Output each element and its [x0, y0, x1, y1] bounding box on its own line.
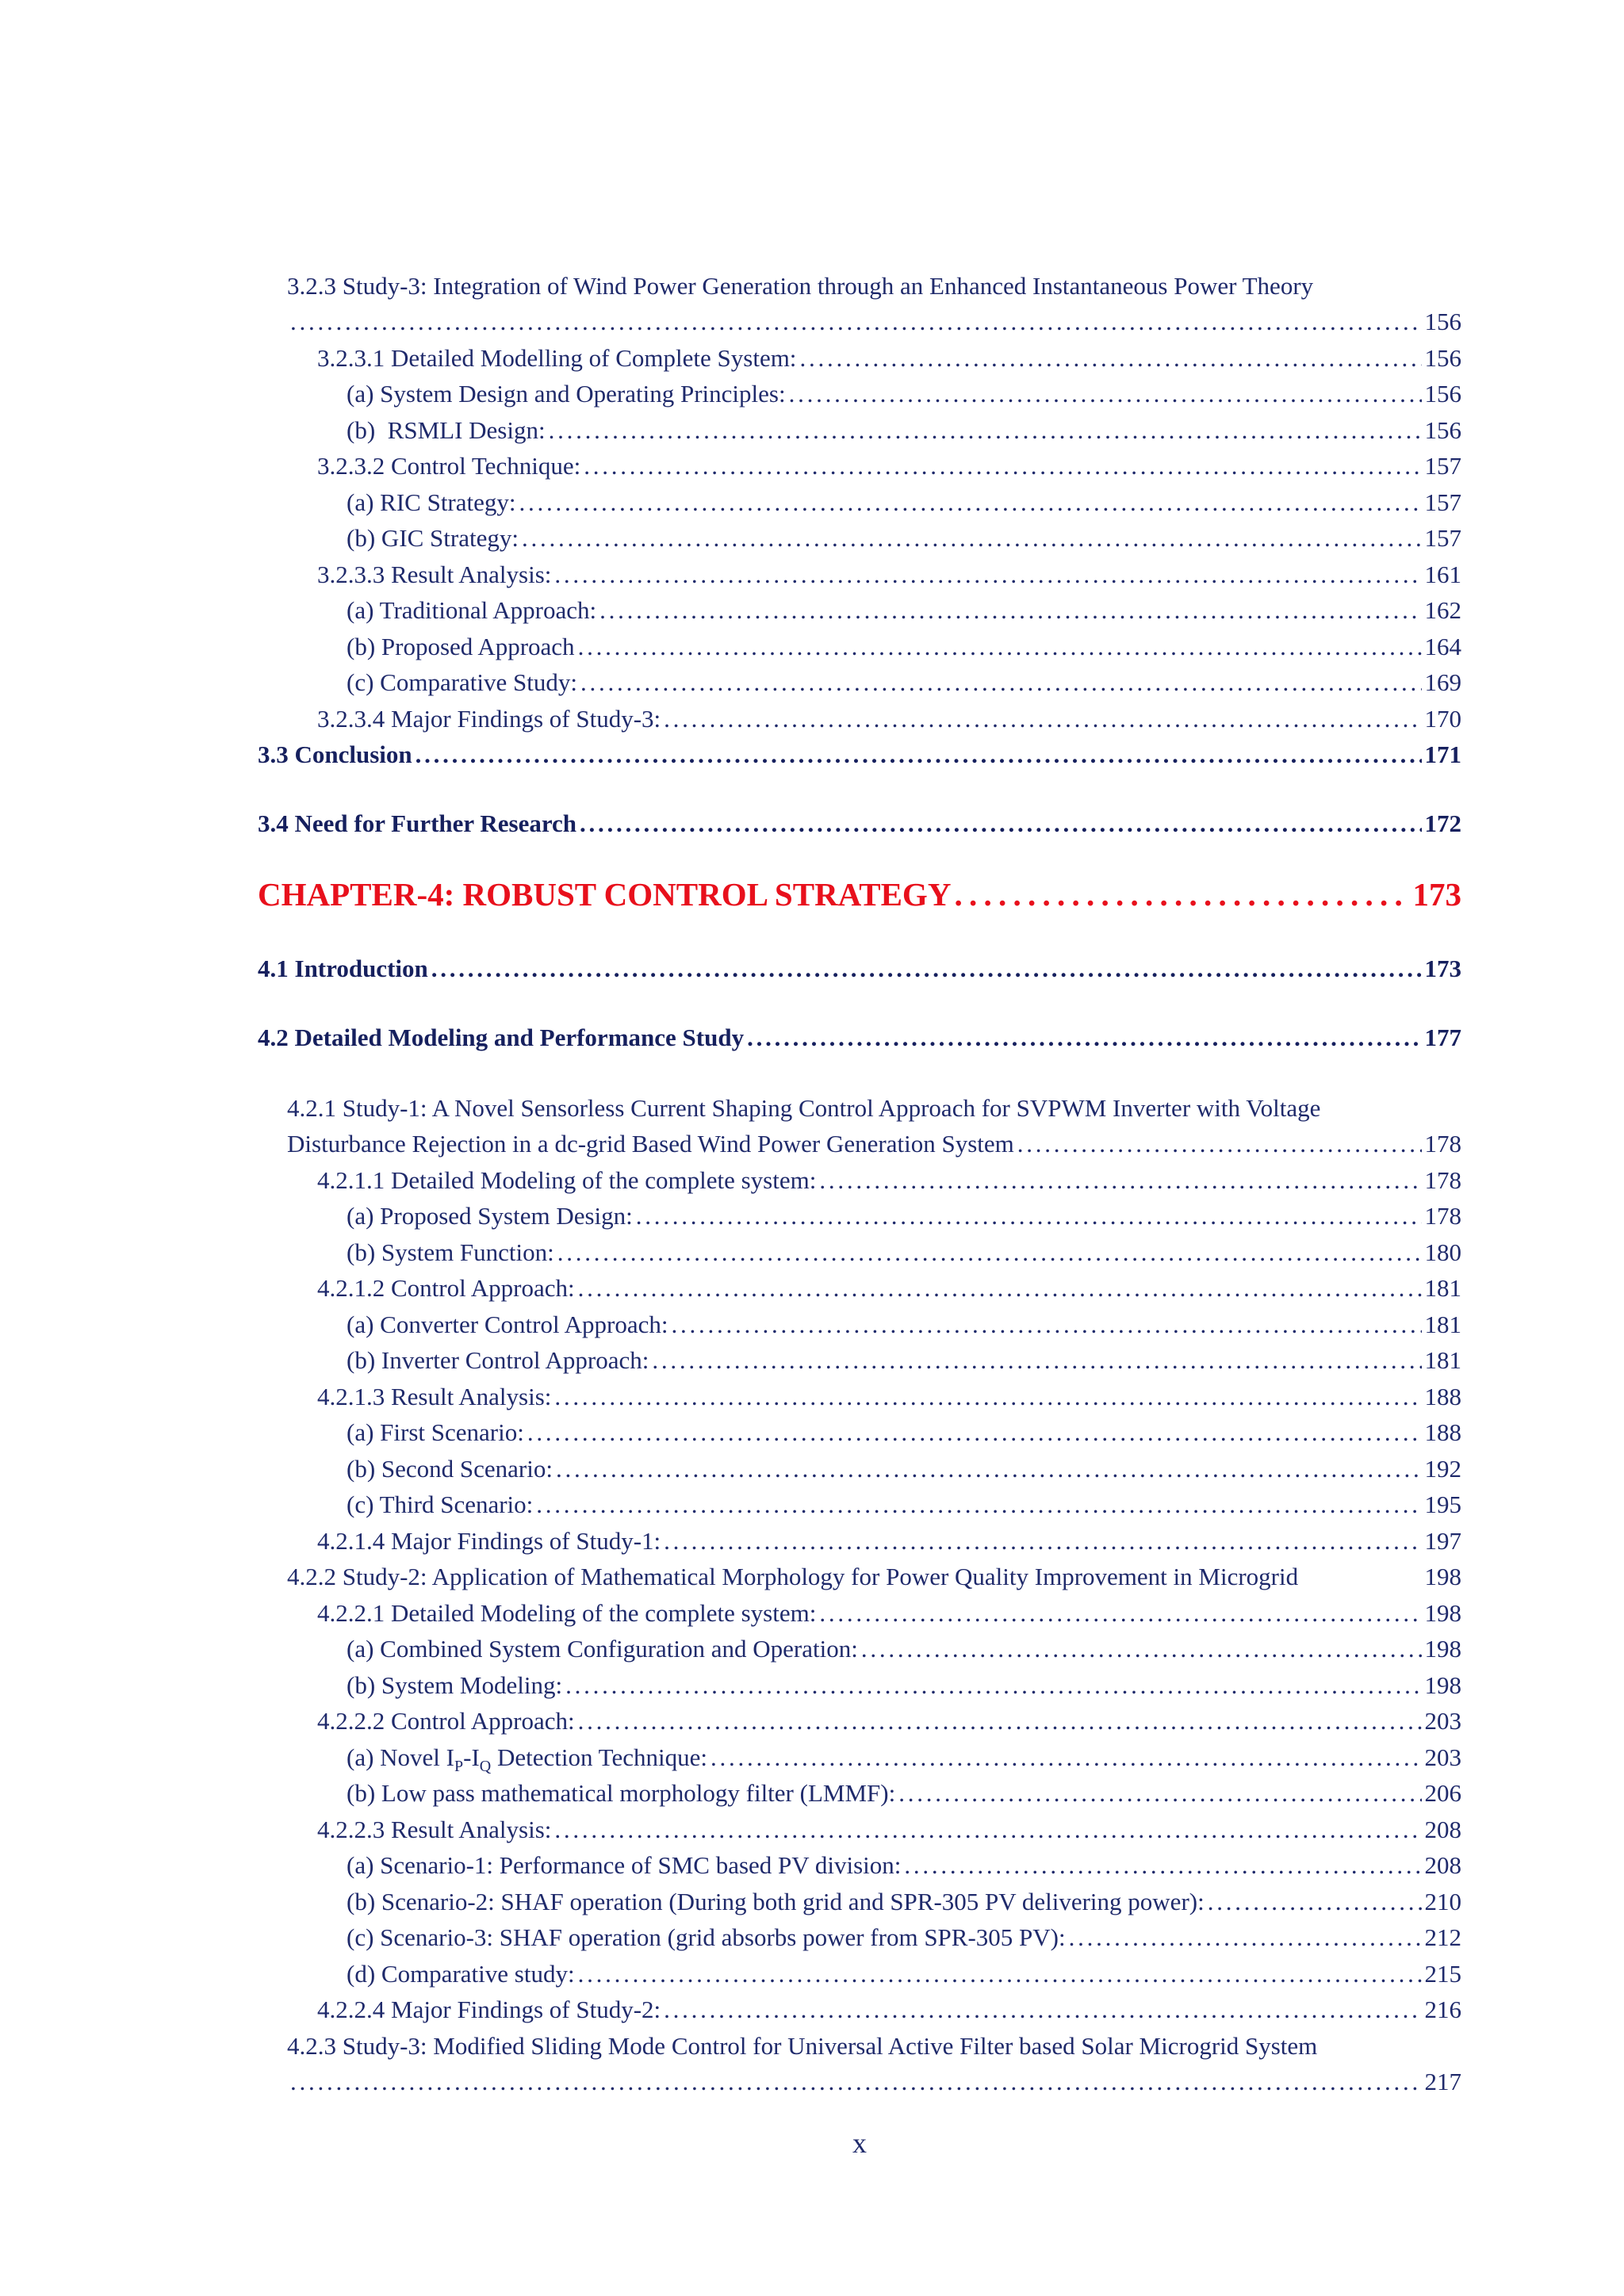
- toc-page-number: 206: [1424, 1779, 1461, 1807]
- toc-page-number: 181: [1424, 1311, 1461, 1338]
- toc-entry-title: 4.2.2 Study-2: Application of Mathematical Morphology for Power Quality Improvement in Microgrid: [287, 1563, 1299, 1590]
- dot-leader: [599, 596, 1421, 625]
- toc-page-number: 169: [1424, 668, 1461, 696]
- toc-entry-title: 4.1 Introduction: [258, 955, 428, 982]
- toc-entry[interactable]: [287, 1130, 1461, 1158]
- toc-entry-title: (a) Novel $I_P-I_Q$ Detection Technique:: [347, 1743, 707, 1776]
- toc-entry[interactable]: [347, 1851, 1461, 1880]
- toc-page-number: 157: [1424, 488, 1461, 516]
- toc-entry-title: 4.2.3 Study-3: Modified Sliding Mode Control for Universal Active Filter based Solar Microgrid System: [287, 2032, 1318, 2060]
- toc-entry[interactable]: [347, 524, 1461, 553]
- toc-entry-title: CHAPTER-4: ROBUST CONTROL STRATEGY: [258, 876, 952, 913]
- toc-page-number: 156: [1424, 380, 1461, 408]
- dot-leader: [554, 1816, 1421, 1844]
- toc-page-number: 212: [1424, 1923, 1461, 1951]
- toc-entry-title: (b) Low pass mathematical morphology filter (LMMF):: [347, 1779, 896, 1807]
- dot-leader: [789, 380, 1422, 408]
- dot-leader: [557, 1238, 1422, 1267]
- toc-entry-title: 3.2.3.3 Result Analysis:: [317, 561, 552, 588]
- dot-leader: [664, 1996, 1421, 2024]
- toc-entry-title: (c) Comparative Study:: [347, 668, 577, 696]
- toc-entry-title: 4.2.1.4 Major Findings of Study-1:: [317, 1527, 661, 1555]
- dot-leader: [522, 524, 1422, 553]
- toc-entry-title: (a) RIC Strategy:: [347, 488, 516, 516]
- toc-page-number: 173: [1412, 876, 1461, 913]
- toc-entry[interactable]: [347, 1743, 1461, 1776]
- toc-entry[interactable]: [317, 1274, 1461, 1303]
- toc-entry-title: (b) Scenario-2: SHAF operation (During both grid and SPR-305 PV delivering power):: [347, 1888, 1205, 1915]
- toc-entry[interactable]: [347, 1888, 1461, 1916]
- dot-leader: [954, 875, 1409, 913]
- toc-entry[interactable]: [317, 1707, 1461, 1735]
- toc-page-number: 157: [1424, 524, 1461, 552]
- toc-entry[interactable]: [347, 668, 1461, 697]
- toc-entry[interactable]: [347, 633, 1461, 661]
- toc-page-number: 161: [1424, 561, 1461, 588]
- toc-entry-title: 3.4 Need for Further Research: [258, 809, 577, 837]
- toc-page-number: 164: [1424, 633, 1461, 660]
- dot-leader: [799, 344, 1421, 373]
- dot-leader: [1017, 1130, 1422, 1158]
- dot-leader: [290, 308, 1422, 336]
- toc-page-number: 173: [1424, 955, 1461, 982]
- toc-page-number: 217: [1424, 2068, 1461, 2095]
- toc-entry[interactable]: [317, 1166, 1461, 1195]
- dot-leader: [527, 1418, 1422, 1447]
- toc-page-number: 157: [1424, 452, 1461, 480]
- toc-entry-chapter[interactable]: [258, 875, 1461, 913]
- dot-leader: [556, 1455, 1422, 1483]
- toc-entry-title: (a) System Design and Operating Principles:: [347, 380, 786, 408]
- toc-entry-title: (b) System Modeling:: [347, 1671, 563, 1699]
- toc-entry[interactable]: [347, 1455, 1461, 1483]
- dot-leader: [671, 1311, 1421, 1339]
- dot-leader: [578, 1707, 1422, 1735]
- toc-entry[interactable]: [317, 1527, 1461, 1556]
- toc-entry[interactable]: [317, 561, 1461, 589]
- toc-entry[interactable]: [317, 1599, 1461, 1628]
- dot-leader: [554, 561, 1421, 589]
- toc-entry-title: 4.2 Detailed Modeling and Performance Study: [258, 1024, 745, 1051]
- toc-entry-title: 4.2.2.1 Detailed Modeling of the complete system:: [317, 1599, 817, 1627]
- toc-entry-title: (d) Comparative study:: [347, 1960, 575, 1988]
- toc-page-number: 208: [1424, 1851, 1461, 1879]
- toc-entry[interactable]: [347, 1490, 1461, 1519]
- dot-leader: [1208, 1888, 1422, 1916]
- toc-entry-title: 4.2.2.4 Major Findings of Study-2:: [317, 1996, 661, 2023]
- toc-page-number: 203: [1424, 1707, 1461, 1735]
- dot-leader: [898, 1779, 1421, 1808]
- toc-entry[interactable]: [287, 1563, 1461, 1591]
- toc-page-number: 203: [1424, 1743, 1461, 1771]
- toc-page-number: 178: [1424, 1130, 1461, 1158]
- toc-page-number: 188: [1424, 1418, 1461, 1446]
- page-number-footer: x: [852, 2127, 867, 2159]
- toc-page-number: 178: [1424, 1166, 1461, 1194]
- dot-leader: [565, 1671, 1421, 1700]
- toc-entry-title: (a) First Scenario:: [347, 1418, 524, 1446]
- toc-entry-title: 4.2.1.3 Result Analysis:: [317, 1383, 552, 1410]
- toc-page-number: 197: [1424, 1527, 1461, 1555]
- dot-leader: [861, 1635, 1422, 1663]
- toc-entry-title: 3.2.3.4 Major Findings of Study-3:: [317, 705, 661, 733]
- toc-entry-title: (b) GIC Strategy:: [347, 524, 519, 552]
- toc-page-number: 198: [1424, 1635, 1461, 1663]
- toc-page-number: 210: [1424, 1888, 1461, 1915]
- toc-page-number: 181: [1424, 1274, 1461, 1302]
- dot-leader: [519, 488, 1422, 517]
- toc-entry[interactable]: [347, 1960, 1461, 1988]
- toc-page-number: 195: [1424, 1490, 1461, 1518]
- toc-entry[interactable]: [317, 1816, 1461, 1844]
- toc-entry-section[interactable]: [258, 740, 1461, 769]
- toc-page-number: 162: [1424, 596, 1461, 624]
- dot-leader: [536, 1490, 1421, 1519]
- toc-entry-title: (b) RSMLI Design:: [347, 416, 546, 444]
- toc-entry-title: 4.2.1.2 Control Approach:: [317, 1274, 575, 1302]
- toc-entry[interactable]: [347, 1635, 1461, 1663]
- toc-entry-title: 4.2.1.1 Detailed Modeling of the complete system:: [317, 1166, 817, 1194]
- toc-entry[interactable]: [317, 344, 1461, 373]
- dot-leader: [664, 1527, 1421, 1556]
- toc-entry-section[interactable]: [258, 809, 1461, 838]
- dot-leader: [549, 416, 1422, 445]
- toc-entry[interactable]: [317, 705, 1461, 733]
- toc-entry-title: (b) System Function:: [347, 1238, 554, 1266]
- toc-page-number: 192: [1424, 1455, 1461, 1483]
- toc-page-number: 156: [1424, 344, 1461, 372]
- toc-entry[interactable]: [347, 1311, 1461, 1339]
- toc-entry[interactable]: [347, 1238, 1461, 1267]
- toc-page-number: 156: [1424, 308, 1461, 335]
- toc-entry[interactable]: [287, 308, 1461, 336]
- toc-entry[interactable]: [347, 1202, 1461, 1230]
- toc-entry-title: (a) Combined System Configuration and Operation:: [347, 1635, 858, 1663]
- toc-entry[interactable]: [317, 452, 1461, 480]
- dot-leader: [1069, 1923, 1422, 1952]
- toc-entry-title: 3.3 Conclusion: [258, 740, 412, 768]
- dot-leader: [578, 1274, 1422, 1303]
- toc-page-number: 208: [1424, 1816, 1461, 1843]
- toc-entry[interactable]: [347, 1418, 1461, 1447]
- toc-page-number: 170: [1424, 705, 1461, 733]
- dot-leader: [652, 1346, 1421, 1375]
- dot-leader: [636, 1202, 1422, 1230]
- toc-page-number: 215: [1424, 1960, 1461, 1988]
- toc-entry[interactable]: [347, 380, 1461, 408]
- dot-leader: [819, 1166, 1421, 1195]
- toc-entry-title: (b) Second Scenario:: [347, 1455, 553, 1483]
- toc-page-number: 198: [1424, 1563, 1461, 1590]
- dot-leader: [580, 809, 1421, 838]
- dot-leader: [747, 1024, 1421, 1052]
- toc-entry[interactable]: [287, 2068, 1461, 2096]
- dot-leader: [580, 668, 1422, 697]
- toc-entry-title: 4.2.1 Study-1: A Novel Sensorless Current Shaping Control Approach for SVPWM Inverter with Voltage: [287, 1094, 1321, 1122]
- toc-entry[interactable]: [317, 1383, 1461, 1411]
- dot-leader: [904, 1851, 1421, 1880]
- toc-page-number: 198: [1424, 1671, 1461, 1699]
- toc-entry[interactable]: [347, 1671, 1461, 1700]
- toc-page-number: 180: [1424, 1238, 1461, 1266]
- dot-leader: [554, 1383, 1421, 1411]
- toc-entry[interactable]: [347, 1346, 1461, 1375]
- toc-entry-section[interactable]: [258, 1024, 1461, 1052]
- dot-leader: [819, 1599, 1421, 1628]
- dot-leader: [578, 633, 1422, 661]
- toc-entry[interactable]: [347, 596, 1461, 625]
- toc-entry[interactable]: [317, 1996, 1461, 2024]
- dot-leader: [664, 705, 1421, 733]
- toc-entry-title: (c) Scenario-3: SHAF operation (grid absorbs power from SPR-305 PV):: [347, 1923, 1066, 1951]
- toc-page-number: 216: [1424, 1996, 1461, 2023]
- toc-page-number: 156: [1424, 416, 1461, 444]
- toc-entry-title-continuation: Disturbance Rejection in a dc-grid Based Wind Power Generation System: [287, 1130, 1014, 1158]
- toc-entry-title: 3.2.3.1 Detailed Modelling of Complete System:: [317, 344, 797, 372]
- toc-entry-title: 3.2.3.2 Control Technique:: [317, 452, 581, 480]
- toc-entry-title: (b) Inverter Control Approach:: [347, 1346, 649, 1374]
- toc-page-number: 198: [1424, 1599, 1461, 1627]
- toc-page-number: 178: [1424, 1202, 1461, 1230]
- dot-leader: [578, 1960, 1422, 1988]
- dot-leader: [290, 2068, 1422, 2096]
- toc-entry-title: (a) Traditional Approach:: [347, 596, 597, 624]
- toc-entry-title: 4.2.2.2 Control Approach:: [317, 1707, 575, 1735]
- toc-entry-title: (c) Third Scenario:: [347, 1490, 534, 1518]
- dot-leader: [710, 1743, 1422, 1772]
- dot-leader: [431, 955, 1422, 983]
- toc-page-number: 188: [1424, 1383, 1461, 1410]
- toc-entry-title: (a) Proposed System Design:: [347, 1202, 633, 1230]
- toc-page-number: 172: [1424, 809, 1461, 837]
- toc-entry-title: 3.2.3 Study-3: Integration of Wind Power Generation through an Enhanced Instantaneous Power Theory: [287, 272, 1314, 300]
- toc-entry[interactable]: [347, 1923, 1461, 1952]
- toc-page-number: 177: [1424, 1024, 1461, 1051]
- toc-entry-section[interactable]: [258, 955, 1461, 983]
- toc-entry[interactable]: [347, 488, 1461, 517]
- toc-page-number: 171: [1424, 740, 1461, 768]
- toc-entry[interactable]: [347, 1779, 1461, 1808]
- toc-page-number: 181: [1424, 1346, 1461, 1374]
- dot-leader: [416, 740, 1422, 769]
- toc-entry-title: (a) Scenario-1: Performance of SMC based PV division:: [347, 1851, 902, 1879]
- toc-entry[interactable]: [347, 416, 1461, 445]
- toc-entry-title: (a) Converter Control Approach:: [347, 1311, 668, 1338]
- toc-entry-title: 4.2.2.3 Result Analysis:: [317, 1816, 552, 1843]
- dot-leader: [584, 452, 1421, 480]
- toc-entry-title: (b) Proposed Approach: [347, 633, 575, 660]
